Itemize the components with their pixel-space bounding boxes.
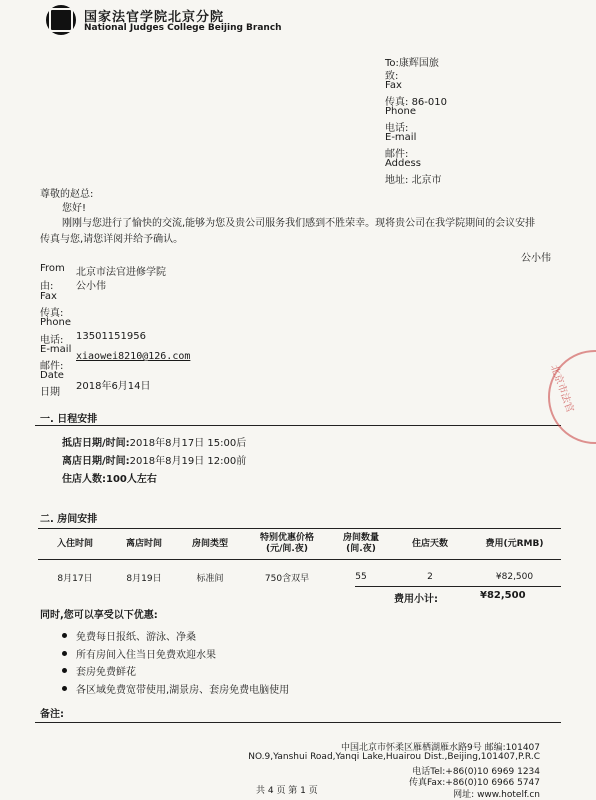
date-label-cn: 日期 (40, 387, 60, 398)
sender-email-link[interactable]: xiaowei8210@126.com (76, 351, 191, 362)
sender-phone-label-en: Phone (40, 317, 71, 328)
bullet-icon (62, 686, 67, 691)
from-value-org: 北京市法官进修学院 (76, 267, 166, 278)
rooms-table (38, 528, 561, 594)
guests-label: 住店人数: (62, 474, 106, 485)
rooms-header-row (38, 529, 561, 560)
rooms-heading: 二. 房间安排 (40, 514, 98, 525)
subtotal-label: 费用小计: (394, 594, 438, 605)
subtotal-value: ¥82,500 (480, 590, 526, 601)
page-info: 共 4 页 第 1 页 (256, 786, 318, 796)
checkin-label: 抵店日期/时间: (62, 438, 130, 449)
col-cost: 费用(元RMB) (485, 538, 544, 549)
col-price: 特别优惠价格 (元/间.夜) (259, 533, 314, 554)
address-label-cn: 地址: (385, 175, 409, 186)
recipient-address (385, 171, 442, 186)
college-title-cn: 国家法官学院北京分院 (84, 10, 225, 25)
letter-body-line2: 传真与您,请您详阅并给予确认。 (40, 234, 184, 245)
date-value: 2018年6月14日 (76, 381, 151, 392)
sender-fax-label-en: Fax (40, 291, 57, 302)
phone-label-en: Phone (385, 106, 416, 117)
footer-address-cn: 中国北京市怀柔区雁栖湖雁水路9号 邮编:101407 (341, 743, 540, 753)
from-value-person: 公小伟 (76, 281, 106, 292)
sender-phone-label-cn: 电话: (40, 335, 64, 346)
footer-web: 网址: www.hotelf.cn (453, 790, 540, 800)
guests-value: 100人左右 (106, 474, 157, 485)
schedule-divider (35, 425, 561, 426)
college-logo-icon (46, 5, 76, 35)
footer-address-en: NO.9,Yanshui Road,Yanqi Lake,Huairou Dist.,Beijing,101407,P.R.C (248, 752, 540, 762)
checkout-row (62, 452, 246, 467)
salutation: 尊敬的赵总: (40, 189, 94, 200)
from-label-en: From (40, 263, 65, 274)
fax-label-en: Fax (385, 80, 402, 91)
remarks-divider (35, 722, 561, 723)
letter-body-line1: 刚刚与您进行了愉快的交流,能够为您及贵公司服务我们感到不胜荣幸。现将贵公司在我学院期间的会议安排 (62, 218, 536, 229)
stamp-text: 北京市法官 (547, 363, 576, 415)
benefit-item: 各区域免费宽带使用,湖景房、套房免费电脑使用 (76, 685, 290, 696)
checkin-row (62, 434, 246, 449)
col-checkin: 入住时间 (56, 538, 93, 549)
sender-email-label-cn: 邮件: (40, 361, 64, 372)
bullet-icon (62, 651, 67, 656)
cell-room-type: 标准间 (196, 573, 224, 584)
bullet-icon (62, 668, 67, 673)
cell-checkout: 8月19日 (126, 573, 162, 584)
col-checkout: 离店时间 (125, 538, 162, 549)
phone-label-cn: 电话: (385, 123, 409, 134)
col-nights: 住店天数 (411, 538, 448, 549)
col-room-type: 房间类型 (191, 538, 228, 549)
greeting: 您好! (62, 203, 87, 214)
cell-checkin: 8月17日 (57, 573, 93, 584)
remarks-label: 备注: (40, 709, 64, 720)
benefit-item: 套房免费鲜花 (76, 667, 136, 678)
checkin-value: 2018年8月17日 15:00后 (129, 438, 247, 449)
guests-row (62, 470, 157, 485)
schedule-heading: 一. 日程安排 (40, 414, 98, 425)
email-label-cn: 邮件: (385, 149, 409, 160)
footer-fax: 传真Fax:+86(0)10 6966 5747 (409, 778, 540, 788)
checkout-value: 2018年8月19日 12:00前 (129, 456, 247, 467)
benefits-heading: 同时,您可以享受以下优惠: (40, 610, 158, 621)
checkout-label: 离店日期/时间: (62, 456, 130, 467)
subtotal-divider (355, 586, 561, 587)
col-room-count: 房间数量 (间.夜) (342, 533, 379, 554)
cell-price: 750含双早 (264, 573, 310, 584)
to-label: To: (385, 58, 399, 69)
college-title-en: National Judges College Beijing Branch (84, 23, 282, 33)
from-label-cn: 由: (40, 281, 54, 292)
sender-email-label-en: E-mail (40, 344, 72, 355)
to-label-cn: 致: (385, 71, 399, 82)
email-label-en: E-mail (385, 132, 417, 143)
bullet-icon (62, 633, 67, 638)
cell-cost: ¥82,500 (495, 572, 534, 582)
footer-tel: 电话Tel:+86(0)10 6969 1234 (412, 767, 540, 777)
address-label-en: Addess (385, 158, 421, 169)
fax-label-cn: 传真: (385, 97, 409, 108)
fax-value: 86-010 (411, 97, 447, 108)
benefit-item: 免费每日报纸、游泳、净桑 (76, 632, 196, 643)
date-label-en: Date (40, 370, 64, 381)
to-value: 康辉国旅 (398, 58, 439, 69)
cell-nights: 2 (427, 572, 433, 582)
cell-room-count: 55 (355, 572, 367, 582)
table-row (38, 560, 561, 595)
address-value: 北京市 (411, 175, 442, 186)
letter-signature: 公小伟 (521, 253, 551, 264)
benefit-item: 所有房间入住当日免费欢迎水果 (76, 650, 216, 661)
sender-phone-value: 13501151956 (76, 331, 146, 342)
sender-fax-label-cn: 传真: (40, 308, 64, 319)
